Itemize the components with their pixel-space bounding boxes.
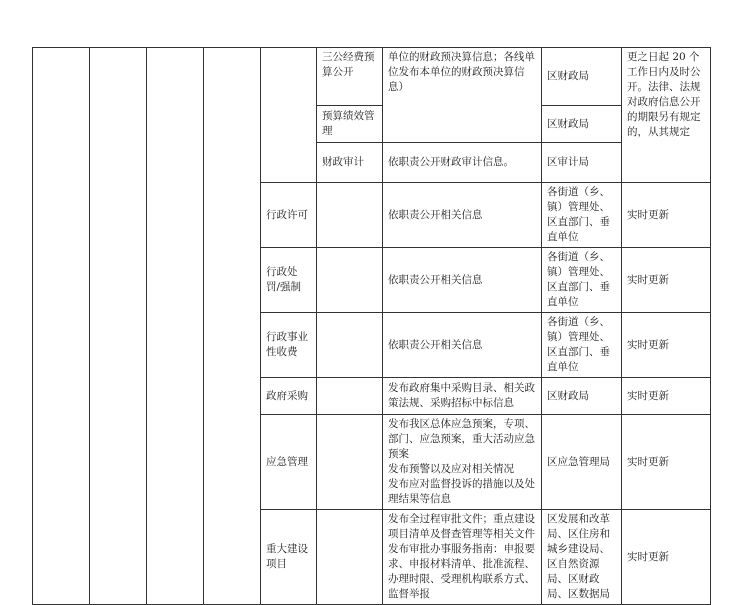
deadline-cell: 更之日起 20 个工作日内及时公开。法律、法规对政府信息公开的期限另有规定的，从其规定 <box>622 48 711 183</box>
dept-cell: 区审计局 <box>542 143 622 183</box>
dept-cell: 区财政局 <box>542 378 622 415</box>
item-cell: 重大建设项目 <box>261 510 317 605</box>
item-cell: 行政处罚/强制 <box>261 248 317 313</box>
category-cell: 三公经费预算公开 <box>317 48 383 106</box>
dept-cell: 区应急管理局 <box>542 415 622 510</box>
content-line: 发布应对监督投诉的措施以及处理结果等信息 <box>388 478 535 505</box>
item-cell: 政府采购 <box>261 378 317 415</box>
blank-cell <box>317 313 383 378</box>
blank-cell <box>317 378 383 415</box>
content-line: 发布预警以及应对相关情况 <box>388 463 514 475</box>
disclosure-table-page <box>32 47 710 600</box>
content-cell: 发布政府集中采购目录、相关政策法规、采购招标中标信息 <box>383 378 542 415</box>
content-line: 发布我区总体应急预案，专项、部门、应急预案，重大活动应急预案 <box>388 418 535 460</box>
category-cell: 财政审计 <box>317 143 383 183</box>
content-line: 发布全过程审批文件；重点建设项目清单及督查管理等相关文件 <box>388 513 535 540</box>
dept-cell: 各街道（乡、镇）管理处、区直部门、垂直单位 <box>542 313 622 378</box>
blank-cell <box>317 415 383 510</box>
content-cell: 依职责公开相关信息 <box>383 183 542 248</box>
blank-cell <box>90 48 147 605</box>
content-cell: 依职责公开相关信息 <box>383 248 542 313</box>
dept-cell: 区财政局 <box>542 48 622 106</box>
item-cell: 行政事业性收费 <box>261 313 317 378</box>
content-line: 发布审批办事服务指南：申报要求、申报材料清单、批准流程、办理时限、受理机构联系方式、监督举报 <box>388 543 535 600</box>
table-row <box>33 48 711 106</box>
deadline-cell: 实时更新 <box>622 313 711 378</box>
deadline-cell: 实时更新 <box>622 378 711 415</box>
deadline-cell: 实时更新 <box>622 415 711 510</box>
dept-cell: 各街道（乡、镇）管理处、区直部门、垂直单位 <box>542 183 622 248</box>
item-cell: 应急管理 <box>261 415 317 510</box>
content-cell: 依职责公开相关信息 <box>383 313 542 378</box>
content-cell: 单位的财政预决算信息；各线单位发布本单位的财政预决算信息） <box>383 48 542 143</box>
deadline-cell: 实时更新 <box>622 183 711 248</box>
blank-cell <box>147 48 204 605</box>
category-cell: 预算绩效管理 <box>317 106 383 143</box>
deadline-cell: 实时更新 <box>622 248 711 313</box>
blank-cell <box>317 510 383 605</box>
blank-cell <box>261 48 317 183</box>
blank-cell <box>317 248 383 313</box>
dept-cell: 区财政局 <box>542 106 622 143</box>
blank-cell <box>204 48 261 605</box>
item-cell: 行政许可 <box>261 183 317 248</box>
deadline-cell: 实时更新 <box>622 510 711 605</box>
disclosure-table <box>32 47 711 605</box>
content-cell: 依职责公开财政审计信息。 <box>383 143 542 183</box>
dept-cell: 各街道（乡、镇）管理处、区直部门、垂直单位 <box>542 248 622 313</box>
blank-cell <box>317 183 383 248</box>
content-cell <box>383 415 542 510</box>
content-cell <box>383 510 542 605</box>
dept-cell: 区发展和改革局、区住房和城乡建设局、区自然资源局、区财政局、区数据局 <box>542 510 622 605</box>
blank-cell <box>33 48 90 605</box>
